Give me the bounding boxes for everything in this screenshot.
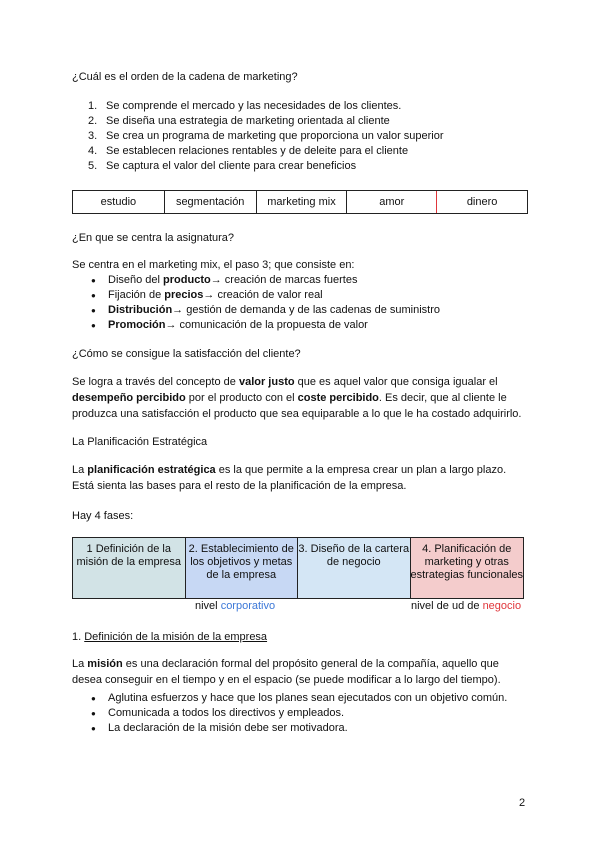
list-item: 3. Se crea un programa de marketing que proporciona un valor superior <box>88 130 444 142</box>
planificacion-paragraph: La planificación estratégica es la que permite a la empresa crear un plan a largo plazo. Está sienta las bases para el resto de la planificación de la empresa. <box>72 464 507 492</box>
list-item: ● Diseño del producto→ creación de marcas fuertes <box>88 273 440 288</box>
question-satisfaccion: ¿Cómo se consigue la satisfacción del cliente? <box>72 348 301 360</box>
level-corporativo: nivel corporativo <box>195 600 276 612</box>
chain-cell-dinero: dinero <box>466 196 498 208</box>
marketing-steps-list <box>88 99 444 174</box>
phase-cell-3: 3. Diseño de la cartera de negocio <box>298 538 411 598</box>
list-item: ● Promoción→ comunicación de la propuesta de valor <box>88 318 440 333</box>
chain-cell-marketing-mix: marketing mix <box>257 191 348 213</box>
subsection-mision-title: 1. Definición de la misión de la empresa <box>72 631 268 643</box>
marketing-mix-list <box>88 273 440 333</box>
chain-cell-estudio: estudio <box>73 191 165 213</box>
phase-cell-4: 4. Planificación de marketing y otras estrategias funcionales <box>411 538 524 598</box>
list-item: 2. Se diseña una estrategia de marketing orientada al cliente <box>88 115 390 127</box>
list-item: ● Aglutina esfuerzos y hace que los planes sean ejecutados con un objetivo común. <box>88 691 507 706</box>
satisfaccion-answer: Se logra a través del concepto de valor justo que es aquel valor que consiga igualar el desempeño percibido por el producto con el coste percibido. Es decir, que al cliente le produzca una satisfacción el producto que sea equiparable a lo que le ha costado adquirirlo. <box>72 376 522 420</box>
phases-intro: Hay 4 fases: <box>72 510 134 522</box>
section-title: La Planificación Estratégica <box>72 436 208 448</box>
list-item: 1. Se comprende el mercado y las necesidades de los clientes. <box>88 100 402 112</box>
list-item: ● Distribución→ gestión de demanda y de las cadenas de suministro <box>88 303 440 318</box>
level-negocio: nivel de ud de negocio <box>411 600 522 612</box>
question-marketing-chain: ¿Cuál es el orden de la cadena de marketing? <box>72 71 298 83</box>
mision-paragraph: La misión es una declaración formal del propósito general de la compañía, aquello que desea conseguir en el tiempo y en el espacio (se puede modificar a lo largo del tiempo). <box>72 658 501 686</box>
list-item: ● Comunicada a todos los directivos y empleados. <box>88 706 507 721</box>
list-item: ● La declaración de la misión debe ser motivadora. <box>88 721 507 736</box>
asignatura-intro: Se centra en el marketing mix, el paso 3; que consiste en: <box>72 259 355 271</box>
list-item: 5. Se captura el valor del cliente para crear beneficios <box>88 160 357 172</box>
phases-table <box>72 537 524 599</box>
list-item: ● Fijación de precios→ creación de valor real <box>88 288 440 303</box>
list-item: 4. Se establecen relaciones rentables y de deleite para el cliente <box>88 145 409 157</box>
page-number: 2 <box>519 797 526 809</box>
phase-cell-2: 2. Establecimiento de los objetivos y metas de la empresa <box>186 538 299 598</box>
chain-cell-segmentacion: segmentación <box>165 191 257 213</box>
question-asignatura: ¿En que se centra la asignatura? <box>72 232 235 244</box>
marketing-chain-table <box>72 190 528 214</box>
mision-points-list <box>88 691 507 736</box>
phase-cell-1: 1 Definición de la misión de la empresa <box>73 538 186 598</box>
chain-cell-amor: amor <box>347 191 437 213</box>
